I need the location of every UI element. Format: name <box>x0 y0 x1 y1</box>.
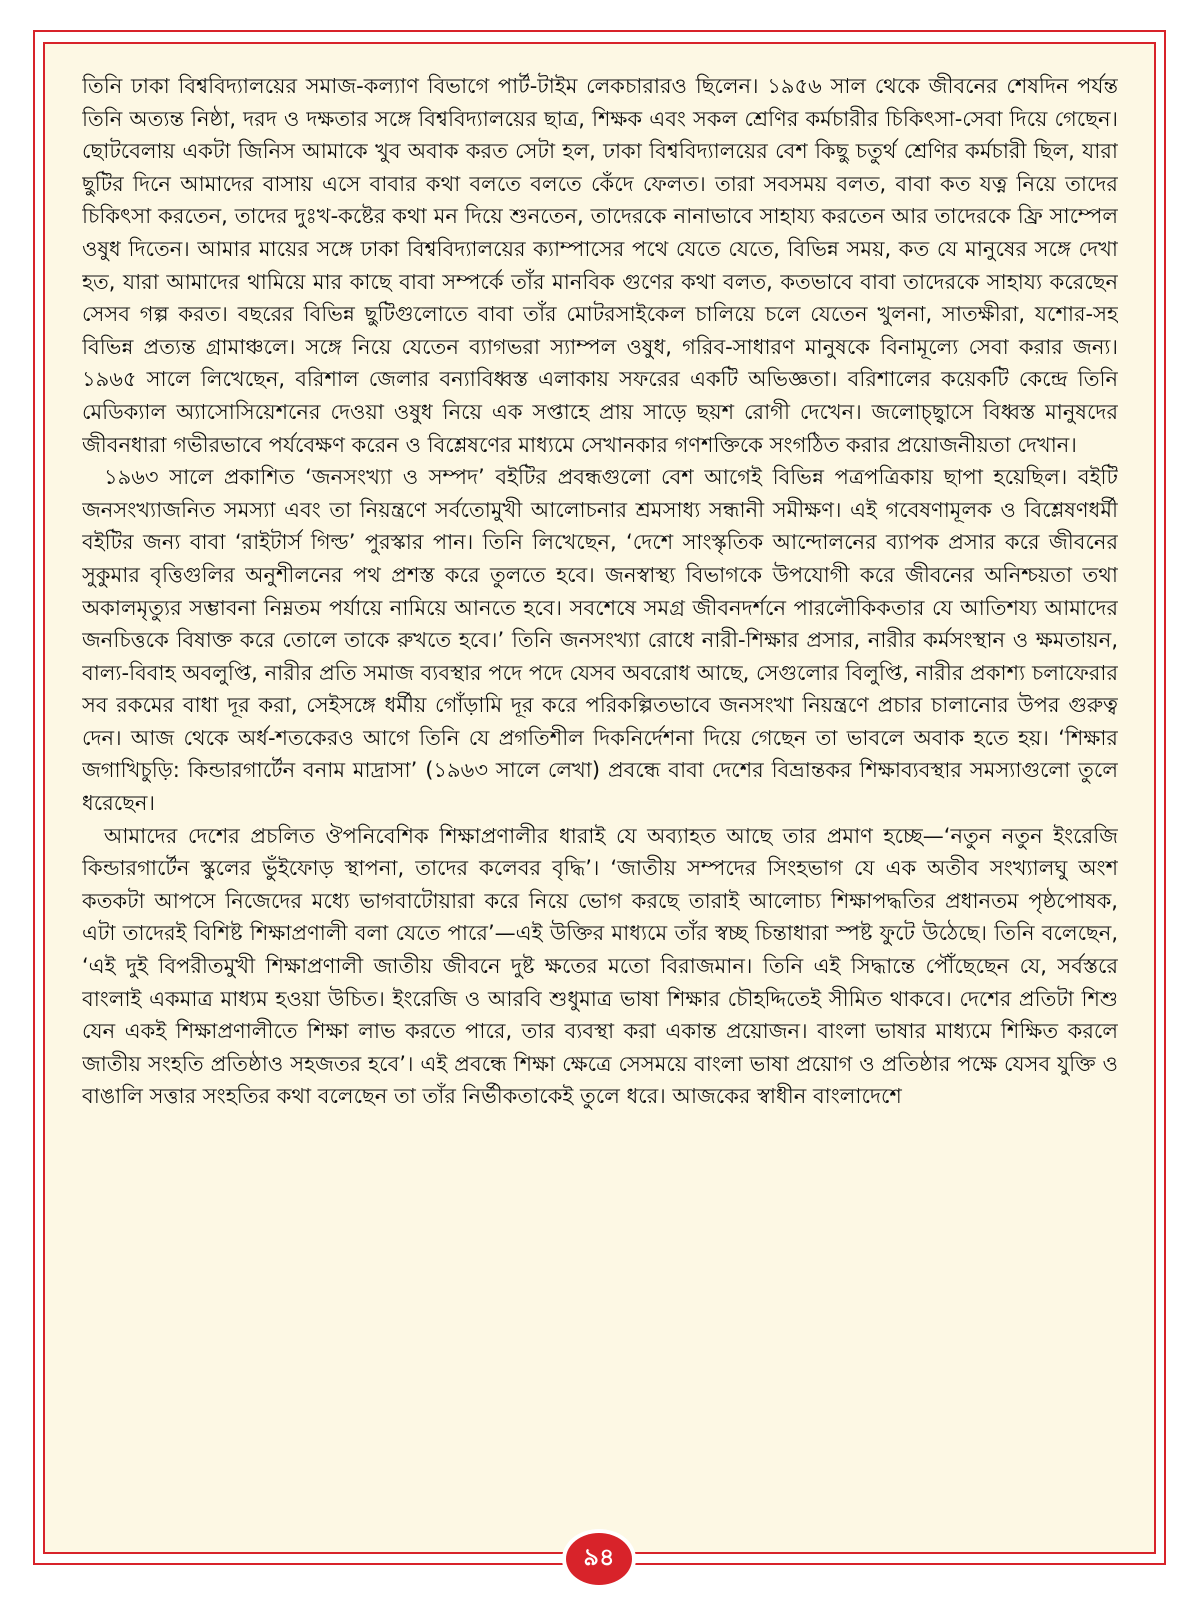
paragraph-3: আমাদের দেশের প্রচলিত ঔপনিবেশিক শিক্ষাপ্রণালীর ধারাই যে অব্যাহত আছে তার প্রমাণ হচ্ছে—‘নতুন নতুন ইংরেজি কিন্ডারগার্টেন স্কুলের ভুঁইফোড় স্থাপনা, তাদের কলেবর বৃদ্ধি’। ‘জাতীয় সম্পদের সিংহভাগ যে এক অতীব সংখ্যালঘু অংশ কতকটা আপসে নিজেদের মধ্যে ভাগবাটোয়ারা করে নিয়ে ভোগ করছে তারাই আলোচ্য শিক্ষাপদ্ধতির প্রধানতম পৃষ্ঠপোষক, এটা তাদেরই বিশিষ্ট শিক্ষাপ্রণালী বলা যেতে পারে’—এই উক্তির মাধ্যমে তাঁর স্বচ্ছ চিন্তাধারা স্পষ্ট ফুটে উঠেছে। তিনি বলেছেন, ‘এই দুই বিপরীতমুখী শিক্ষাপ্রণালী জাতীয় জীবনে দুষ্ট ক্ষতের মতো বিরাজমান। তিনি এই সিদ্ধান্তে পৌঁছেছেন যে, সর্বস্তরে বাংলাই একমাত্র মাধ্যম হওয়া উচিত। ইংরেজি ও আরবি শুধুমাত্র ভাষা শিক্ষার চৌহদ্দিতেই সীমিত থাকবে। দেশের প্রতিটা শিশু যেন একই শিক্ষাপ্রণালীতে শিক্ষা লাভ করতে পারে, তার ব্যবস্থা করা একান্ত প্রয়োজন। বাংলা ভাষার মাধ্যমে শিক্ষিত করলে জাতীয় সংহতি প্রতিষ্ঠাও সহজতর হবে’। এই প্রবন্ধে শিক্ষা ক্ষেত্রে সেসময়ে বাংলা ভাষা প্রয়োগ ও প্রতিষ্ঠার পক্ষে যেসব যুক্তি ও বাঙালি সত্তার সংহতির কথা বলেছেন তা তাঁর নির্ভীকতাকেই তুলে ধরে। আজকের স্বাধীন বাংলাদেশে <box>82 823 1118 1109</box>
paragraph-2: ১৯৬৩ সালে প্রকাশিত ‘জনসংখ্যা ও সম্পদ’ বইটির প্রবন্ধগুলো বেশ আগেই বিভিন্ন পত্রপত্রিকায় ছাপা হয়েছিল। বইটি জনসংখ্যাজনিত সমস্যা এবং তা নিয়ন্ত্রণে সর্বতোমুখী আলোচনার শ্রমসাধ্য সন্ধানী সমীক্ষণ। এই গবেষণামূলক ও বিশ্লেষণধর্মী বইটির জন্য বাবা ‘রাইটার্স গিল্ড’ পুরস্কার পান। তিনি লিখেছেন, ‘দেশে সাংস্কৃতিক আন্দোলনের ব্যাপক প্রসার করে জীবনের সুকুমার বৃত্তিগুলির অনুশীলনের পথ প্রশস্ত করে তুলতে হবে। জনস্বাস্থ্য বিভাগকে উপযোগী করে জীবনের অনিশ্চয়তা তথা অকালমৃত্যুর সম্ভাবনা নিম্নতম পর্যায়ে নামিয়ে আনতে হবে। সবশেষে সমগ্র জীবনদর্শনে পারলৌকিকতার যে আতিশয্য আমাদের জনচিত্তকে বিষাক্ত করে তোলে তাকে রুখতে হবে।’ তিনি জনসংখ্যা রোধে নারী-শিক্ষার প্রসার, নারীর কর্মসংস্থান ও ক্ষমতায়ন, বাল্য-বিবাহ অবলুপ্তি, নারীর প্রতি সমাজ ব্যবস্থার পদে পদে যেসব অবরোধ আছে, সেগুলোর বিলুপ্তি, নারীর প্রকাশ্য চলাফেরার সব রকমের বাধা দূর করা, সেইসঙ্গে ধর্মীয় গোঁড়ামি দূর করে পরিকল্পিতভাবে জনসংখা নিয়ন্ত্রণে প্রচার চালানোর উপর গুরুত্ব দেন। আজ থেকে অর্ধ-শতকেরও আগে তিনি যে প্রগতিশীল দিকনির্দেশনা দিয়ে গেছেন তা ভাবলে অবাক হতে হয়। ‘শিক্ষার জগাখিচুড়ি: কিন্ডারগার্টেন বনাম মাদ্রাসা’ (১৯৬৩ সালে লেখা) প্রবন্ধে বাবা দেশের বিভ্রান্তকর শিক্ষাব্যবস্থার সমস্যাগুলো তুলে ধরেছেন। <box>82 465 1118 816</box>
paragraph-1: তিনি ঢাকা বিশ্ববিদ্যালয়ের সমাজ-কল্যাণ বিভাগে পার্ট-টাইম লেকচারারও ছিলেন। ১৯৫৬ সাল থেকে জীবনের শেষদিন পর্যন্ত তিনি অত্যন্ত নিষ্ঠা, দরদ ও দক্ষতার সঙ্গে বিশ্ববিদ্যালয়ের ছাত্র, শিক্ষক এবং সকল শ্রেণির কর্মচারীর চিকিৎসা-সেবা দিয়ে গেছেন। ছোটবেলায় একটা জিনিস আমাকে খুব অবাক করত সেটা হল, ঢাকা বিশ্ববিদ্যালয়ের বেশ কিছু চতুর্থ শ্রেণির কর্মচারী ছিল, যারা ছুটির দিনে আমাদের বাসায় এসে বাবার কথা বলতে বলতে কেঁদে ফেলত। তারা সবসময় বলত, বাবা কত যত্ন নিয়ে তাদের চিকিৎসা করতেন, তাদের দুঃখ-কষ্টের কথা মন দিয়ে শুনতেন, তাদেরকে নানাভাবে সাহায্য করতেন আর তাদেরকে ফ্রি সাম্পেল ওষুধ দিতেন। আমার মায়ের সঙ্গে ঢাকা বিশ্ববিদ্যালয়ের ক্যাম্পাসের পথে যেতে যেতে, বিভিন্ন সময়, কত যে মানুষের সঙ্গে দেখা হত, যারা আমাদের থামিয়ে মার কাছে বাবা সম্পর্কে তাঁর মানবিক গুণের কথা বলত, কতভাবে বাবা তাদেরকে সাহায্য করেছেন সেসব গল্প করত। বছরের বিভিন্ন ছুটিগুলোতে বাবা তাঁর মোটরসাইকেল চালিয়ে চলে যেতেন খুলনা, সাতক্ষীরা, যশোর-সহ বিভিন্ন প্রত্যন্ত গ্রামাঞ্চলে। সঙ্গে নিয়ে যেতেন ব্যাগভরা স্যাম্পল ওষুধ, গরিব-সাধারণ মানুষকে বিনামূল্যে সেবা করার জন্য। ১৯৬৫ সালে লিখেছেন, বরিশাল জেলার বন্যাবিধ্বস্ত এলাকায় সফরের একটি অভিজ্ঞতা। বরিশালের কয়েকটি কেন্দ্রে তিনি মেডিক্যাল অ্যাসোসিয়েশনের দেওয়া ওষুধ নিয়ে এক সপ্তাহে প্রায় সাড়ে ছয়শ রোগী দেখেন। জলোচ্ছ্বাসে বিধ্বস্ত মানুষদের জীবনধারা গভীরভাবে পর্যবেক্ষণ করেন ও বিশ্লেষণের মাধ্যমে সেখানকার গণশক্তিকে সংগঠিত করার প্রয়োজনীয়তা দেখান। <box>82 74 1118 457</box>
page-body <box>82 70 1118 1510</box>
page-number-badge: ৯৪ <box>566 1533 632 1585</box>
